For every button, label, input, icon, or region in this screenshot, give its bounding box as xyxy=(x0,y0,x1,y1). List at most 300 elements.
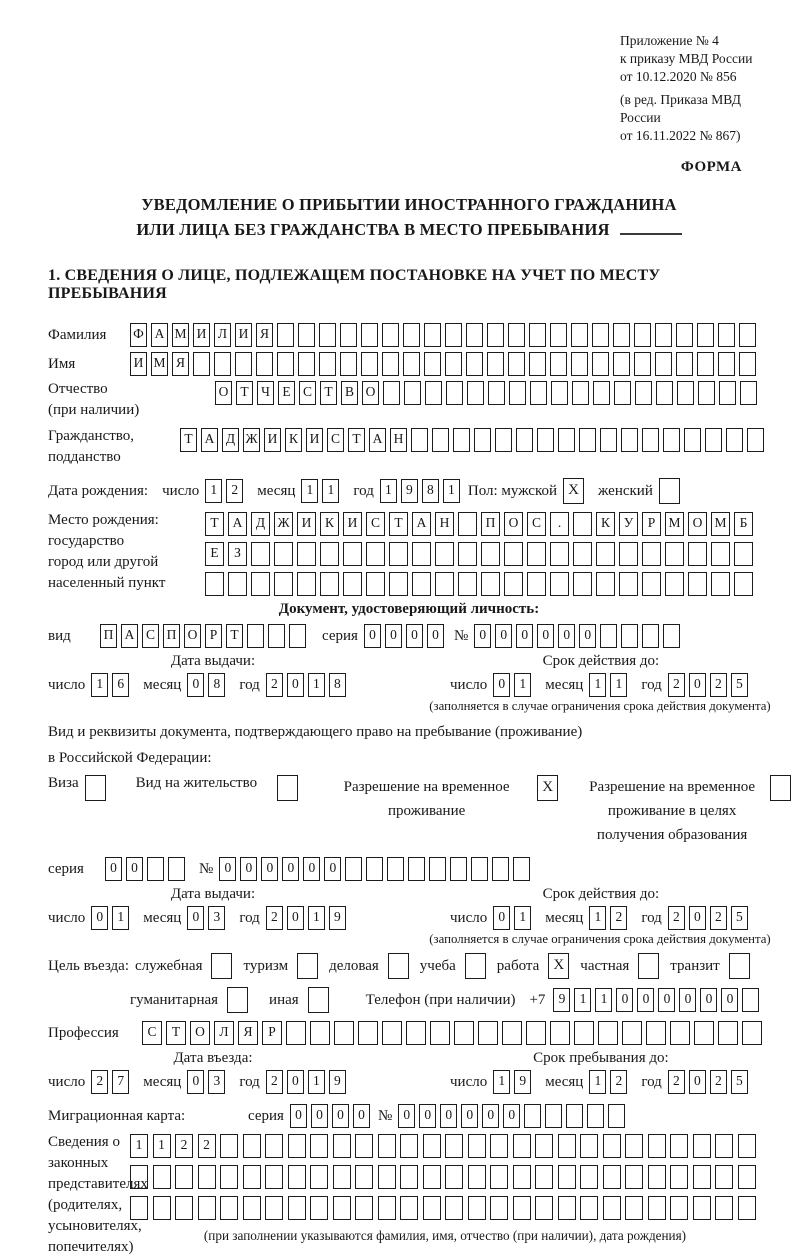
char-cell[interactable]: С xyxy=(366,512,385,536)
char-cell[interactable] xyxy=(251,542,270,566)
char-cell[interactable] xyxy=(423,1134,441,1158)
identity-issue-month-cells[interactable] xyxy=(187,673,229,697)
char-cell[interactable]: 1 xyxy=(322,479,339,503)
char-cell[interactable] xyxy=(478,1021,498,1045)
char-cell[interactable] xyxy=(235,352,252,376)
char-cell[interactable] xyxy=(382,352,399,376)
char-cell[interactable] xyxy=(625,1196,643,1220)
char-cell[interactable]: 2 xyxy=(226,479,243,503)
char-cell[interactable]: А xyxy=(201,428,218,452)
char-cell[interactable] xyxy=(404,381,421,405)
char-cell[interactable]: 9 xyxy=(329,906,346,930)
char-cell[interactable] xyxy=(571,352,588,376)
char-cell[interactable] xyxy=(361,323,378,347)
char-cell[interactable]: 2 xyxy=(91,1070,108,1094)
char-cell[interactable] xyxy=(614,381,631,405)
char-cell[interactable]: Я xyxy=(172,352,189,376)
char-cell[interactable] xyxy=(387,857,404,881)
char-cell[interactable]: 0 xyxy=(364,624,381,648)
char-cell[interactable] xyxy=(355,1134,373,1158)
char-cell[interactable] xyxy=(340,323,357,347)
char-cell[interactable] xyxy=(596,542,615,566)
char-cell[interactable]: П xyxy=(163,624,180,648)
char-cell[interactable] xyxy=(513,1196,531,1220)
char-cell[interactable]: В xyxy=(341,381,358,405)
char-cell[interactable] xyxy=(697,323,714,347)
char-cell[interactable] xyxy=(676,323,693,347)
char-cell[interactable] xyxy=(265,1165,283,1189)
char-cell[interactable]: А xyxy=(121,624,138,648)
char-cell[interactable]: 0 xyxy=(353,1104,370,1128)
char-cell[interactable] xyxy=(694,1021,714,1045)
char-cell[interactable]: Е xyxy=(205,542,224,566)
phone-cells[interactable] xyxy=(553,988,763,1012)
char-cell[interactable] xyxy=(738,1165,756,1189)
char-cell[interactable] xyxy=(502,1021,522,1045)
char-cell[interactable] xyxy=(403,352,420,376)
char-cell[interactable] xyxy=(718,352,735,376)
char-cell[interactable]: 0 xyxy=(721,988,738,1012)
patronymic-cells[interactable] xyxy=(215,381,761,405)
char-cell[interactable] xyxy=(412,572,431,596)
char-cell[interactable]: О xyxy=(362,381,379,405)
temp-residence-education-checkbox[interactable] xyxy=(770,775,791,801)
char-cell[interactable] xyxy=(580,1134,598,1158)
char-cell[interactable] xyxy=(622,1021,642,1045)
purpose-tourism-checkbox[interactable] xyxy=(297,953,318,979)
char-cell[interactable] xyxy=(345,857,362,881)
char-cell[interactable]: 5 xyxy=(731,673,748,697)
char-cell[interactable] xyxy=(471,857,488,881)
char-cell[interactable] xyxy=(738,1196,756,1220)
char-cell[interactable] xyxy=(383,381,400,405)
char-cell[interactable] xyxy=(429,857,446,881)
char-cell[interactable] xyxy=(655,323,672,347)
char-cell[interactable] xyxy=(435,542,454,566)
char-cell[interactable] xyxy=(739,323,756,347)
residence-issue-day-cells[interactable] xyxy=(91,906,133,930)
char-cell[interactable]: 1 xyxy=(443,479,460,503)
char-cell[interactable]: 1 xyxy=(493,1070,510,1094)
char-cell[interactable] xyxy=(718,1021,738,1045)
char-cell[interactable] xyxy=(425,381,442,405)
char-cell[interactable] xyxy=(621,428,638,452)
char-cell[interactable] xyxy=(580,1165,598,1189)
char-cell[interactable] xyxy=(535,1196,553,1220)
residence-number-cells[interactable] xyxy=(219,857,534,881)
char-cell[interactable] xyxy=(445,1134,463,1158)
char-cell[interactable]: Т xyxy=(226,624,243,648)
char-cell[interactable]: 0 xyxy=(482,1104,499,1128)
char-cell[interactable] xyxy=(573,572,592,596)
char-cell[interactable]: 0 xyxy=(287,673,304,697)
char-cell[interactable] xyxy=(719,381,736,405)
char-cell[interactable]: 1 xyxy=(514,673,531,697)
char-cell[interactable] xyxy=(265,1134,283,1158)
char-cell[interactable] xyxy=(214,352,231,376)
char-cell[interactable] xyxy=(513,1134,531,1158)
char-cell[interactable]: 0 xyxy=(516,624,533,648)
char-cell[interactable] xyxy=(400,1196,418,1220)
char-cell[interactable] xyxy=(298,352,315,376)
purpose-work-checkbox[interactable]: X xyxy=(548,953,569,979)
char-cell[interactable] xyxy=(319,323,336,347)
char-cell[interactable] xyxy=(603,1165,621,1189)
char-cell[interactable] xyxy=(411,428,428,452)
char-cell[interactable] xyxy=(705,428,722,452)
purpose-humanitarian-checkbox[interactable] xyxy=(227,987,248,1013)
given-name-cells[interactable] xyxy=(130,352,760,376)
char-cell[interactable] xyxy=(274,572,293,596)
char-cell[interactable] xyxy=(205,572,224,596)
char-cell[interactable]: 0 xyxy=(658,988,675,1012)
char-cell[interactable] xyxy=(598,1021,618,1045)
char-cell[interactable] xyxy=(466,323,483,347)
char-cell[interactable]: 1 xyxy=(514,906,531,930)
char-cell[interactable] xyxy=(274,542,293,566)
char-cell[interactable]: 0 xyxy=(311,1104,328,1128)
char-cell[interactable] xyxy=(481,572,500,596)
char-cell[interactable] xyxy=(319,352,336,376)
char-cell[interactable] xyxy=(693,1196,711,1220)
char-cell[interactable]: 0 xyxy=(324,857,341,881)
char-cell[interactable] xyxy=(648,1134,666,1158)
char-cell[interactable] xyxy=(277,352,294,376)
char-cell[interactable] xyxy=(220,1134,238,1158)
char-cell[interactable] xyxy=(458,572,477,596)
migration-series-cells[interactable] xyxy=(290,1104,374,1128)
char-cell[interactable] xyxy=(655,352,672,376)
char-cell[interactable] xyxy=(572,381,589,405)
char-cell[interactable] xyxy=(665,542,684,566)
char-cell[interactable]: Ч xyxy=(257,381,274,405)
char-cell[interactable] xyxy=(310,1021,330,1045)
birth-year-cells[interactable] xyxy=(380,479,464,503)
char-cell[interactable] xyxy=(574,1021,594,1045)
char-cell[interactable] xyxy=(513,857,530,881)
char-cell[interactable]: 6 xyxy=(112,673,129,697)
char-cell[interactable]: 2 xyxy=(266,906,283,930)
char-cell[interactable]: 2 xyxy=(668,906,685,930)
char-cell[interactable]: 2 xyxy=(610,906,627,930)
char-cell[interactable] xyxy=(445,1165,463,1189)
char-cell[interactable]: Ж xyxy=(274,512,293,536)
char-cell[interactable]: 2 xyxy=(610,1070,627,1094)
char-cell[interactable] xyxy=(646,1021,666,1045)
entry-year-cells[interactable] xyxy=(266,1070,350,1094)
char-cell[interactable] xyxy=(625,1165,643,1189)
char-cell[interactable]: О xyxy=(504,512,523,536)
char-cell[interactable] xyxy=(333,1165,351,1189)
char-cell[interactable]: 1 xyxy=(205,479,222,503)
representatives-row2-cells[interactable] xyxy=(130,1165,760,1189)
char-cell[interactable]: Я xyxy=(238,1021,258,1045)
char-cell[interactable] xyxy=(603,1134,621,1158)
residence-valid-year-cells[interactable] xyxy=(668,906,752,930)
char-cell[interactable] xyxy=(566,1104,583,1128)
char-cell[interactable] xyxy=(424,323,441,347)
char-cell[interactable] xyxy=(243,1134,261,1158)
char-cell[interactable] xyxy=(535,1134,553,1158)
char-cell[interactable] xyxy=(466,352,483,376)
char-cell[interactable] xyxy=(527,572,546,596)
char-cell[interactable] xyxy=(742,988,759,1012)
char-cell[interactable]: 0 xyxy=(503,1104,520,1128)
char-cell[interactable] xyxy=(378,1134,396,1158)
char-cell[interactable]: Д xyxy=(222,428,239,452)
char-cell[interactable]: Т xyxy=(166,1021,186,1045)
char-cell[interactable] xyxy=(580,1196,598,1220)
char-cell[interactable]: С xyxy=(299,381,316,405)
char-cell[interactable]: 8 xyxy=(208,673,225,697)
purpose-official-checkbox[interactable] xyxy=(211,953,232,979)
char-cell[interactable] xyxy=(153,1196,171,1220)
char-cell[interactable]: Ж xyxy=(243,428,260,452)
char-cell[interactable] xyxy=(400,1134,418,1158)
char-cell[interactable] xyxy=(488,381,505,405)
char-cell[interactable] xyxy=(454,1021,474,1045)
char-cell[interactable] xyxy=(738,1134,756,1158)
char-cell[interactable]: 0 xyxy=(219,857,236,881)
residence-series-cells[interactable] xyxy=(105,857,189,881)
char-cell[interactable]: С xyxy=(142,624,159,648)
char-cell[interactable]: 1 xyxy=(589,906,606,930)
char-cell[interactable] xyxy=(288,1165,306,1189)
char-cell[interactable] xyxy=(571,323,588,347)
purpose-private-checkbox[interactable] xyxy=(638,953,659,979)
char-cell[interactable] xyxy=(193,352,210,376)
char-cell[interactable]: 3 xyxy=(208,906,225,930)
temp-residence-checkbox[interactable]: X xyxy=(537,775,558,801)
char-cell[interactable] xyxy=(286,1021,306,1045)
identity-valid-month-cells[interactable] xyxy=(589,673,631,697)
char-cell[interactable]: 0 xyxy=(287,906,304,930)
char-cell[interactable] xyxy=(621,624,638,648)
gender-male-checkbox[interactable]: X xyxy=(563,478,584,504)
char-cell[interactable]: А xyxy=(369,428,386,452)
char-cell[interactable]: 0 xyxy=(105,857,122,881)
char-cell[interactable]: С xyxy=(527,512,546,536)
char-cell[interactable]: 0 xyxy=(689,906,706,930)
char-cell[interactable]: А xyxy=(412,512,431,536)
char-cell[interactable] xyxy=(550,542,569,566)
char-cell[interactable] xyxy=(613,352,630,376)
char-cell[interactable]: 2 xyxy=(710,673,727,697)
char-cell[interactable]: А xyxy=(151,323,168,347)
char-cell[interactable] xyxy=(492,857,509,881)
char-cell[interactable] xyxy=(495,428,512,452)
char-cell[interactable] xyxy=(481,542,500,566)
char-cell[interactable] xyxy=(453,428,470,452)
char-cell[interactable] xyxy=(378,1196,396,1220)
char-cell[interactable] xyxy=(642,624,659,648)
char-cell[interactable] xyxy=(596,572,615,596)
char-cell[interactable] xyxy=(642,428,659,452)
char-cell[interactable]: Т xyxy=(348,428,365,452)
char-cell[interactable] xyxy=(509,381,526,405)
char-cell[interactable] xyxy=(366,857,383,881)
char-cell[interactable] xyxy=(268,624,285,648)
doc-number-cells[interactable] xyxy=(474,624,684,648)
char-cell[interactable] xyxy=(619,572,638,596)
char-cell[interactable] xyxy=(468,1134,486,1158)
char-cell[interactable] xyxy=(693,1165,711,1189)
char-cell[interactable] xyxy=(130,1196,148,1220)
char-cell[interactable]: 0 xyxy=(419,1104,436,1128)
stay-month-cells[interactable] xyxy=(589,1070,631,1094)
char-cell[interactable] xyxy=(424,352,441,376)
char-cell[interactable] xyxy=(634,352,651,376)
char-cell[interactable]: К xyxy=(285,428,302,452)
char-cell[interactable]: 0 xyxy=(126,857,143,881)
char-cell[interactable]: М xyxy=(711,512,730,536)
char-cell[interactable] xyxy=(642,572,661,596)
char-cell[interactable]: 2 xyxy=(175,1134,193,1158)
char-cell[interactable]: 0 xyxy=(679,988,696,1012)
birth-place-row1-cells[interactable] xyxy=(205,512,757,536)
char-cell[interactable] xyxy=(277,323,294,347)
char-cell[interactable] xyxy=(343,572,362,596)
char-cell[interactable]: 8 xyxy=(329,673,346,697)
char-cell[interactable] xyxy=(742,1021,762,1045)
char-cell[interactable] xyxy=(358,1021,378,1045)
char-cell[interactable] xyxy=(289,624,306,648)
char-cell[interactable] xyxy=(656,381,673,405)
char-cell[interactable] xyxy=(688,542,707,566)
char-cell[interactable] xyxy=(587,1104,604,1128)
representatives-row3-cells[interactable] xyxy=(130,1196,760,1220)
char-cell[interactable] xyxy=(677,381,694,405)
char-cell[interactable] xyxy=(715,1196,733,1220)
char-cell[interactable]: М xyxy=(665,512,684,536)
char-cell[interactable] xyxy=(648,1165,666,1189)
char-cell[interactable] xyxy=(535,1165,553,1189)
char-cell[interactable] xyxy=(243,1165,261,1189)
char-cell[interactable] xyxy=(739,352,756,376)
char-cell[interactable] xyxy=(361,352,378,376)
char-cell[interactable] xyxy=(527,542,546,566)
char-cell[interactable] xyxy=(524,1104,541,1128)
char-cell[interactable] xyxy=(130,1165,148,1189)
char-cell[interactable] xyxy=(545,1104,562,1128)
char-cell[interactable] xyxy=(220,1165,238,1189)
identity-valid-year-cells[interactable] xyxy=(668,673,752,697)
char-cell[interactable] xyxy=(168,857,185,881)
char-cell[interactable] xyxy=(310,1196,328,1220)
char-cell[interactable]: Л xyxy=(214,323,231,347)
char-cell[interactable]: 0 xyxy=(579,624,596,648)
char-cell[interactable] xyxy=(625,1134,643,1158)
char-cell[interactable] xyxy=(412,542,431,566)
char-cell[interactable]: 0 xyxy=(287,1070,304,1094)
char-cell[interactable] xyxy=(592,352,609,376)
char-cell[interactable] xyxy=(310,1134,328,1158)
char-cell[interactable]: 9 xyxy=(329,1070,346,1094)
surname-cells[interactable] xyxy=(130,323,760,347)
char-cell[interactable] xyxy=(243,1196,261,1220)
char-cell[interactable] xyxy=(400,1165,418,1189)
char-cell[interactable] xyxy=(670,1165,688,1189)
char-cell[interactable] xyxy=(550,1021,570,1045)
char-cell[interactable] xyxy=(603,1196,621,1220)
stay-year-cells[interactable] xyxy=(668,1070,752,1094)
char-cell[interactable] xyxy=(175,1165,193,1189)
char-cell[interactable]: 0 xyxy=(689,1070,706,1094)
char-cell[interactable] xyxy=(333,1134,351,1158)
char-cell[interactable]: Н xyxy=(435,512,454,536)
char-cell[interactable]: 0 xyxy=(474,624,491,648)
char-cell[interactable]: М xyxy=(172,323,189,347)
char-cell[interactable] xyxy=(487,323,504,347)
char-cell[interactable]: Р xyxy=(205,624,222,648)
char-cell[interactable]: 0 xyxy=(303,857,320,881)
char-cell[interactable]: 1 xyxy=(308,906,325,930)
char-cell[interactable] xyxy=(435,572,454,596)
char-cell[interactable] xyxy=(530,381,547,405)
char-cell[interactable] xyxy=(468,1196,486,1220)
char-cell[interactable] xyxy=(634,323,651,347)
residence-issue-month-cells[interactable] xyxy=(187,906,229,930)
char-cell[interactable] xyxy=(256,352,273,376)
char-cell[interactable] xyxy=(408,857,425,881)
char-cell[interactable]: 0 xyxy=(616,988,633,1012)
char-cell[interactable]: 0 xyxy=(385,624,402,648)
char-cell[interactable] xyxy=(490,1196,508,1220)
char-cell[interactable]: 9 xyxy=(514,1070,531,1094)
purpose-other-checkbox[interactable] xyxy=(308,987,329,1013)
char-cell[interactable] xyxy=(747,428,764,452)
identity-issue-day-cells[interactable] xyxy=(91,673,133,697)
representatives-row1-cells[interactable] xyxy=(130,1134,760,1158)
residence-issue-year-cells[interactable] xyxy=(266,906,350,930)
char-cell[interactable]: Р xyxy=(642,512,661,536)
char-cell[interactable]: 9 xyxy=(401,479,418,503)
char-cell[interactable]: 2 xyxy=(710,1070,727,1094)
doc-series-cells[interactable] xyxy=(364,624,448,648)
char-cell[interactable] xyxy=(550,572,569,596)
char-cell[interactable]: Л xyxy=(214,1021,234,1045)
char-cell[interactable] xyxy=(228,572,247,596)
char-cell[interactable] xyxy=(529,323,546,347)
char-cell[interactable] xyxy=(573,542,592,566)
birth-place-row2-cells[interactable] xyxy=(205,542,757,566)
char-cell[interactable]: У xyxy=(619,512,638,536)
char-cell[interactable] xyxy=(247,624,264,648)
char-cell[interactable] xyxy=(334,1021,354,1045)
char-cell[interactable] xyxy=(251,572,270,596)
char-cell[interactable] xyxy=(310,1165,328,1189)
char-cell[interactable] xyxy=(490,1165,508,1189)
char-cell[interactable]: С xyxy=(142,1021,162,1045)
char-cell[interactable] xyxy=(468,1165,486,1189)
char-cell[interactable]: Т xyxy=(389,512,408,536)
char-cell[interactable]: К xyxy=(596,512,615,536)
char-cell[interactable]: 0 xyxy=(332,1104,349,1128)
char-cell[interactable] xyxy=(537,428,554,452)
residence-valid-month-cells[interactable] xyxy=(589,906,631,930)
char-cell[interactable] xyxy=(297,572,316,596)
char-cell[interactable] xyxy=(333,1196,351,1220)
char-cell[interactable] xyxy=(487,352,504,376)
stay-day-cells[interactable] xyxy=(493,1070,535,1094)
char-cell[interactable]: П xyxy=(481,512,500,536)
char-cell[interactable] xyxy=(423,1196,441,1220)
char-cell[interactable] xyxy=(366,572,385,596)
char-cell[interactable] xyxy=(147,857,164,881)
char-cell[interactable]: 2 xyxy=(198,1134,216,1158)
char-cell[interactable]: 2 xyxy=(668,673,685,697)
char-cell[interactable]: 1 xyxy=(610,673,627,697)
